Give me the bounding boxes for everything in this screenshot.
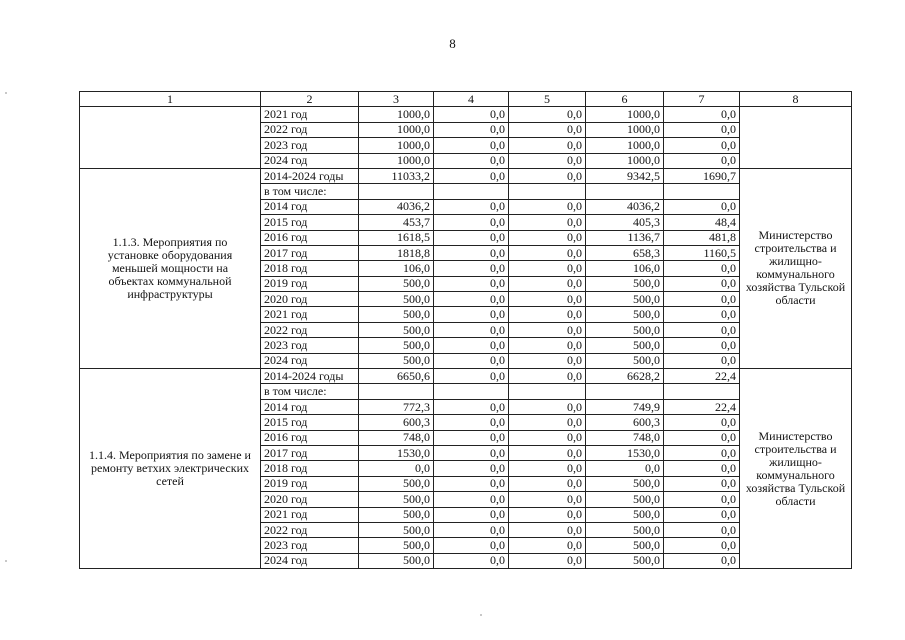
amount-cell: 1136,7 xyxy=(586,230,664,245)
amount-cell: 500,0 xyxy=(359,338,434,353)
amount-cell: 500,0 xyxy=(359,476,434,491)
amount-cell: 500,0 xyxy=(586,276,664,291)
amount-cell: 0,0 xyxy=(509,292,586,307)
amount-cell: 0,0 xyxy=(434,476,509,491)
amount-cell: 500,0 xyxy=(359,307,434,322)
amount-cell: 500,0 xyxy=(586,307,664,322)
scan-speck xyxy=(5,560,7,562)
amount-cell: 1000,0 xyxy=(586,122,664,137)
table-row xyxy=(80,107,852,122)
amount-cell: 0,0 xyxy=(664,522,740,537)
amount-cell: 0,0 xyxy=(664,138,740,153)
amount-cell: 0,0 xyxy=(509,353,586,368)
amount-cell xyxy=(434,384,509,399)
amount-cell: 0,0 xyxy=(434,538,509,553)
amount-cell: 0,0 xyxy=(434,199,509,214)
amount-cell: 500,0 xyxy=(359,492,434,507)
amount-cell: 600,3 xyxy=(359,415,434,430)
header-row xyxy=(80,92,852,107)
amount-cell: 0,0 xyxy=(434,307,509,322)
period-cell: 2021 год xyxy=(261,507,359,522)
amount-cell: 500,0 xyxy=(586,353,664,368)
amount-cell: 0,0 xyxy=(434,522,509,537)
period-cell: 2014-2024 годы xyxy=(261,168,359,183)
amount-cell: 0,0 xyxy=(509,476,586,491)
amount-cell: 500,0 xyxy=(586,476,664,491)
amount-cell: 0,0 xyxy=(664,461,740,476)
period-cell: 2023 год xyxy=(261,138,359,153)
header-cell: 2 xyxy=(261,92,359,107)
header-cell: 7 xyxy=(664,92,740,107)
amount-cell: 749,9 xyxy=(586,399,664,414)
amount-cell: 0,0 xyxy=(664,276,740,291)
amount-cell: 500,0 xyxy=(359,553,434,568)
amount-cell: 0,0 xyxy=(664,338,740,353)
header-cell: 6 xyxy=(586,92,664,107)
amount-cell: 0,0 xyxy=(509,153,586,168)
amount-cell: 0,0 xyxy=(434,215,509,230)
amount-cell xyxy=(434,184,509,199)
period-cell: в том числе: xyxy=(261,384,359,399)
amount-cell: 481,8 xyxy=(664,230,740,245)
amount-cell: 22,4 xyxy=(664,399,740,414)
amount-cell: 600,3 xyxy=(586,415,664,430)
amount-cell: 1160,5 xyxy=(664,245,740,260)
amount-cell: 0,0 xyxy=(509,168,586,183)
amount-cell: 0,0 xyxy=(509,538,586,553)
amount-cell: 0,0 xyxy=(509,507,586,522)
amount-cell: 22,4 xyxy=(664,369,740,384)
amount-cell: 6628,2 xyxy=(586,369,664,384)
amount-cell: 0,0 xyxy=(509,369,586,384)
period-cell: 2016 год xyxy=(261,430,359,445)
measure-description: 1.1.3. Мероприятия по установке оборудования меньшей мощности на объектах коммунальной инфраструктуры xyxy=(80,168,261,368)
amount-cell: 0,0 xyxy=(434,292,509,307)
amount-cell: 0,0 xyxy=(664,538,740,553)
amount-cell: 1690,7 xyxy=(664,168,740,183)
amount-cell: 0,0 xyxy=(664,122,740,137)
amount-cell: 0,0 xyxy=(664,261,740,276)
period-cell: 2021 год xyxy=(261,307,359,322)
amount-cell: 0,0 xyxy=(434,122,509,137)
amount-cell: 0,0 xyxy=(509,122,586,137)
amount-cell: 500,0 xyxy=(359,292,434,307)
amount-cell xyxy=(359,184,434,199)
header-cell: 8 xyxy=(740,92,852,107)
page-number: 8 xyxy=(449,36,456,51)
amount-cell: 500,0 xyxy=(586,522,664,537)
amount-cell: 1000,0 xyxy=(359,153,434,168)
amount-cell: 106,0 xyxy=(586,261,664,276)
amount-cell: 0,0 xyxy=(664,430,740,445)
amount-cell: 1000,0 xyxy=(586,138,664,153)
amount-cell: 0,0 xyxy=(434,276,509,291)
amount-cell: 0,0 xyxy=(434,399,509,414)
period-cell: 2017 год xyxy=(261,245,359,260)
amount-cell: 0,0 xyxy=(664,507,740,522)
amount-cell: 0,0 xyxy=(509,107,586,122)
amount-cell: 0,0 xyxy=(509,399,586,414)
period-cell: в том числе: xyxy=(261,184,359,199)
amount-cell: 0,0 xyxy=(664,553,740,568)
amount-cell: 48,4 xyxy=(664,215,740,230)
period-cell: 2024 год xyxy=(261,353,359,368)
amount-cell: 0,0 xyxy=(664,445,740,460)
amount-cell: 453,7 xyxy=(359,215,434,230)
amount-cell: 658,3 xyxy=(586,245,664,260)
amount-cell: 6650,6 xyxy=(359,369,434,384)
period-cell: 2024 год xyxy=(261,553,359,568)
period-cell: 2019 год xyxy=(261,476,359,491)
period-cell: 2020 год xyxy=(261,292,359,307)
amount-cell: 0,0 xyxy=(434,338,509,353)
amount-cell: 0,0 xyxy=(664,353,740,368)
amount-cell: 1618,5 xyxy=(359,230,434,245)
amount-cell: 0,0 xyxy=(509,445,586,460)
amount-cell: 1000,0 xyxy=(359,122,434,137)
amount-cell: 0,0 xyxy=(664,199,740,214)
amount-cell: 0,0 xyxy=(434,369,509,384)
amount-cell: 0,0 xyxy=(434,553,509,568)
amount-cell: 500,0 xyxy=(359,507,434,522)
amount-cell: 0,0 xyxy=(664,322,740,337)
amount-cell: 0,0 xyxy=(434,230,509,245)
amount-cell: 0,0 xyxy=(586,461,664,476)
amount-cell: 748,0 xyxy=(359,430,434,445)
amount-cell: 0,0 xyxy=(664,415,740,430)
amount-cell: 0,0 xyxy=(509,338,586,353)
amount-cell: 0,0 xyxy=(664,476,740,491)
amount-cell: 0,0 xyxy=(434,461,509,476)
amount-cell: 0,0 xyxy=(434,168,509,183)
amount-cell: 0,0 xyxy=(509,553,586,568)
budget-table xyxy=(79,91,852,569)
amount-cell: 0,0 xyxy=(509,215,586,230)
period-cell: 2015 год xyxy=(261,215,359,230)
amount-cell: 500,0 xyxy=(359,353,434,368)
amount-cell: 0,0 xyxy=(509,261,586,276)
amount-cell: 0,0 xyxy=(509,461,586,476)
amount-cell: 0,0 xyxy=(434,507,509,522)
header-cell: 5 xyxy=(509,92,586,107)
responsible-executor: Министерство строительства и жилищно-коммунального хозяйства Тульской области xyxy=(740,369,852,569)
amount-cell: 0,0 xyxy=(509,230,586,245)
amount-cell: 500,0 xyxy=(586,322,664,337)
amount-cell: 1530,0 xyxy=(586,445,664,460)
period-cell: 2018 год xyxy=(261,461,359,476)
header-cell: 3 xyxy=(359,92,434,107)
period-cell: 2022 год xyxy=(261,322,359,337)
period-cell: 2024 год xyxy=(261,153,359,168)
amount-cell: 0,0 xyxy=(509,276,586,291)
amount-cell: 500,0 xyxy=(586,507,664,522)
table-row xyxy=(80,168,852,183)
amount-cell: 772,3 xyxy=(359,399,434,414)
period-cell: 2016 год xyxy=(261,230,359,245)
amount-cell: 9342,5 xyxy=(586,168,664,183)
period-cell: 2014 год xyxy=(261,399,359,414)
amount-cell: 1000,0 xyxy=(586,107,664,122)
amount-cell: 0,0 xyxy=(509,245,586,260)
amount-cell xyxy=(664,184,740,199)
period-cell: 2020 год xyxy=(261,492,359,507)
amount-cell: 0,0 xyxy=(509,322,586,337)
amount-cell: 0,0 xyxy=(434,445,509,460)
period-cell: 2015 год xyxy=(261,415,359,430)
amount-cell xyxy=(586,384,664,399)
amount-cell: 500,0 xyxy=(359,276,434,291)
amount-cell: 4036,2 xyxy=(586,199,664,214)
amount-cell: 11033,2 xyxy=(359,168,434,183)
amount-cell xyxy=(359,384,434,399)
responsible-executor xyxy=(740,107,852,169)
amount-cell: 500,0 xyxy=(586,338,664,353)
amount-cell: 106,0 xyxy=(359,261,434,276)
amount-cell: 0,0 xyxy=(434,107,509,122)
amount-cell: 0,0 xyxy=(509,415,586,430)
amount-cell: 500,0 xyxy=(586,492,664,507)
amount-cell: 748,0 xyxy=(586,430,664,445)
period-cell: 2022 год xyxy=(261,122,359,137)
amount-cell: 0,0 xyxy=(664,153,740,168)
amount-cell: 0,0 xyxy=(509,492,586,507)
scan-speck xyxy=(480,614,482,616)
amount-cell: 405,3 xyxy=(586,215,664,230)
amount-cell: 0,0 xyxy=(434,353,509,368)
amount-cell: 0,0 xyxy=(664,492,740,507)
amount-cell: 0,0 xyxy=(434,138,509,153)
amount-cell: 0,0 xyxy=(434,430,509,445)
amount-cell: 0,0 xyxy=(434,322,509,337)
amount-cell: 0,0 xyxy=(509,522,586,537)
amount-cell: 500,0 xyxy=(359,538,434,553)
amount-cell: 1530,0 xyxy=(359,445,434,460)
amount-cell: 0,0 xyxy=(664,107,740,122)
amount-cell: 1818,8 xyxy=(359,245,434,260)
period-cell: 2014 год xyxy=(261,199,359,214)
period-cell: 2023 год xyxy=(261,538,359,553)
amount-cell xyxy=(664,384,740,399)
period-cell: 2023 год xyxy=(261,338,359,353)
amount-cell: 1000,0 xyxy=(586,153,664,168)
measure-description: 1.1.4. Мероприятия по замене и ремонту ветхих электрических сетей xyxy=(80,369,261,569)
amount-cell: 0,0 xyxy=(664,307,740,322)
amount-cell: 500,0 xyxy=(359,322,434,337)
scan-speck xyxy=(5,92,7,94)
period-cell: 2017 год xyxy=(261,445,359,460)
amount-cell: 0,0 xyxy=(434,492,509,507)
amount-cell: 0,0 xyxy=(434,245,509,260)
header-cell: 4 xyxy=(434,92,509,107)
period-cell: 2021 год xyxy=(261,107,359,122)
amount-cell: 4036,2 xyxy=(359,199,434,214)
amount-cell: 0,0 xyxy=(509,138,586,153)
amount-cell xyxy=(509,184,586,199)
amount-cell: 0,0 xyxy=(509,199,586,214)
measure-description xyxy=(80,107,261,169)
amount-cell xyxy=(509,384,586,399)
amount-cell: 0,0 xyxy=(434,415,509,430)
period-cell: 2022 год xyxy=(261,522,359,537)
amount-cell: 0,0 xyxy=(434,261,509,276)
table-row xyxy=(80,369,852,384)
amount-cell: 0,0 xyxy=(359,461,434,476)
amount-cell: 0,0 xyxy=(509,430,586,445)
header-cell: 1 xyxy=(80,92,261,107)
amount-cell: 500,0 xyxy=(359,522,434,537)
period-cell: 2018 год xyxy=(261,261,359,276)
amount-cell: 0,0 xyxy=(509,307,586,322)
responsible-executor: Министерство строительства и жилищно-коммунального хозяйства Тульской области xyxy=(740,168,852,368)
period-cell: 2014-2024 годы xyxy=(261,369,359,384)
amount-cell xyxy=(586,184,664,199)
amount-cell: 0,0 xyxy=(434,153,509,168)
amount-cell: 500,0 xyxy=(586,292,664,307)
period-cell: 2019 год xyxy=(261,276,359,291)
amount-cell: 500,0 xyxy=(586,553,664,568)
amount-cell: 500,0 xyxy=(586,538,664,553)
amount-cell: 1000,0 xyxy=(359,138,434,153)
amount-cell: 0,0 xyxy=(664,292,740,307)
amount-cell: 1000,0 xyxy=(359,107,434,122)
